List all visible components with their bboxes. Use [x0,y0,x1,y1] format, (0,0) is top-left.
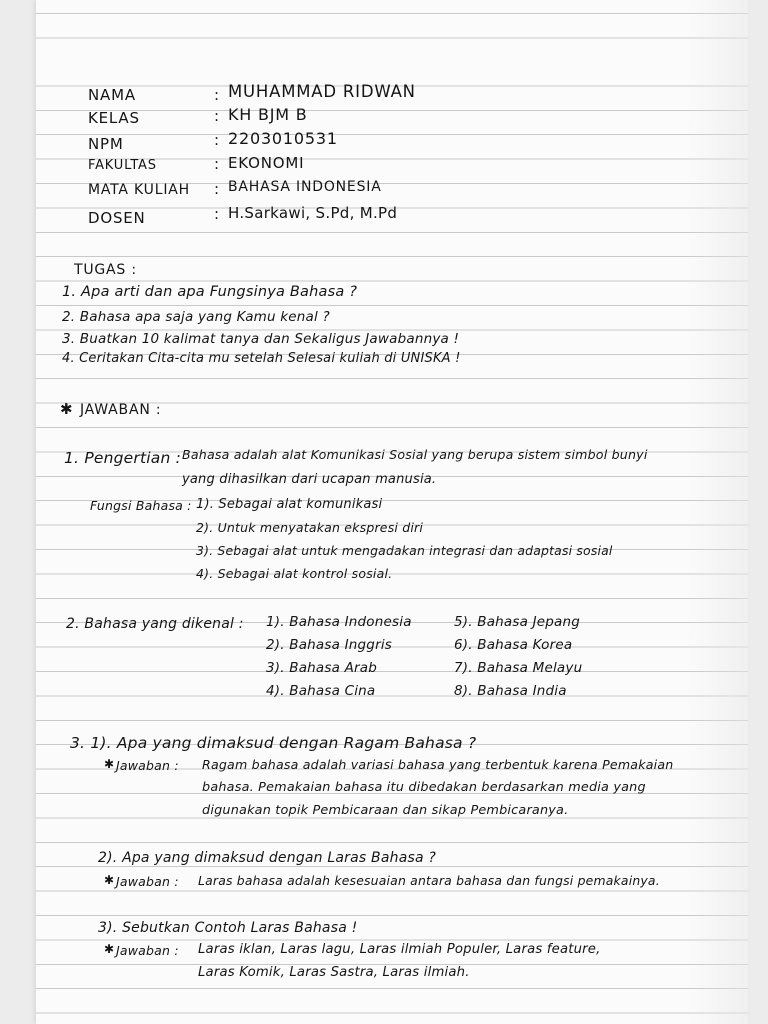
bahasa-right-7: 7). Bahasa Melayu [454,660,583,676]
header-label-fakultas: FAKULTAS [88,158,157,173]
header-value-npm: 2203010531 [228,129,338,148]
fungsi-item-2: 2). Untuk menyatakan ekspresi diri [196,520,424,535]
header-label-dosen: DOSEN [88,209,146,227]
tugas-item-4: 4. Ceritakan Cita-cita mu setelah Selesai kuliah di UNISKA ! [62,351,461,366]
tugas-item-3: 3. Buatkan 10 kalimat tanya dan Sekaligus Jawabannya ! [62,331,460,347]
star-icon: ✱ [104,942,115,956]
header-sep: : [214,131,220,149]
header-value-nama: MUHAMMAD RIDWAN [228,82,416,101]
page-fold-shade [688,0,748,1024]
star-icon: ✱ [104,757,115,771]
header-label-mata-kuliah: MATA KULIAH [88,182,190,198]
header-sep: : [214,86,220,104]
header-sep: : [214,155,220,173]
answer-3-a1-line-2: bahasa. Pemakaian bahasa itu dibedakan berdasarkan media yang [202,780,646,795]
bahasa-left-4: 4). Bahasa Cina [266,683,376,699]
header-value-mata-kuliah: BAHASA INDONESIA [228,179,382,195]
answer-1-line-2: yang dihasilkan dari ucapan manusia. [182,472,437,487]
answer-3-a2-line-1: Laras bahasa adalah kesesuaian antara bahasa dan fungsi pemakainya. [198,873,660,888]
answer-3-jawaban-label-2: Jawaban : [116,874,179,889]
header-value-fakultas: EKONOMI [228,154,305,172]
bahasa-left-1: 1). Bahasa Indonesia [266,614,412,630]
answer-3-jawaban-label-3: Jawaban : [116,943,179,958]
fungsi-item-4: 4). Sebagai alat kontrol sosial. [196,566,393,581]
fungsi-item-1: 1). Sebagai alat komunikasi [196,497,383,512]
jawaban-heading: JAWABAN : [80,402,162,418]
answer-3-jawaban-label-1: Jawaban : [116,758,179,773]
bahasa-right-8: 8). Bahasa India [454,683,567,699]
answer-3-a1-line-1: Ragam bahasa adalah variasi bahasa yang terbentuk karena Pemakaian [202,757,674,772]
bahasa-right-5: 5). Bahasa Jepang [454,614,581,630]
fungsi-label: Fungsi Bahasa : [90,498,192,513]
tugas-heading: TUGAS : [74,262,137,278]
header-value-dosen: H.Sarkawi, S.Pd, M.Pd [228,204,398,222]
header-label-nama: NAMA [88,86,136,104]
notebook-page [36,0,748,1024]
answer-3-a3-line-2: Laras Komik, Laras Sastra, Laras ilmiah. [198,965,470,980]
header-sep: : [214,107,220,125]
answer-3-question-2: 2). Apa yang dimaksud dengan Laras Bahasa ? [98,850,437,866]
bahasa-left-2: 2). Bahasa Inggris [266,637,393,653]
fungsi-item-3: 3). Sebagai alat untuk mengadakan integrasi dan adaptasi sosial [196,543,613,558]
bahasa-left-3: 3). Bahasa Arab [266,660,378,676]
answer-3-a3-line-1: Laras iklan, Laras lagu, Laras ilmiah Populer, Laras feature, [198,942,601,957]
header-value-kelas: KH BJM B [228,105,308,124]
star-icon: ✱ [104,873,115,887]
answer-1-line-1: Bahasa adalah alat Komunikasi Sosial yang berupa sistem simbol bunyi [182,447,648,462]
answer-2-label: 2. Bahasa yang dikenal : [66,616,244,632]
header-label-npm: NPM [88,135,124,153]
header-label-kelas: KELAS [88,109,140,127]
header-sep: : [214,205,220,223]
star-icon: ✱ [60,400,73,418]
tugas-item-2: 2. Bahasa apa saja yang Kamu kenal ? [62,309,330,325]
header-sep: : [214,180,220,198]
answer-3-a1-line-3: digunakan topik Pembicaraan dan sikap Pembicaranya. [202,803,569,818]
tugas-item-1: 1. Apa arti dan apa Fungsinya Bahasa ? [62,284,358,300]
answer-3-question-1: 3. 1). Apa yang dimaksud dengan Ragam Bahasa ? [70,734,477,752]
answer-1-label: 1. Pengertian : [64,449,182,467]
answer-3-question-3: 3). Sebutkan Contoh Laras Bahasa ! [98,920,358,936]
bahasa-right-6: 6). Bahasa Korea [454,637,573,653]
